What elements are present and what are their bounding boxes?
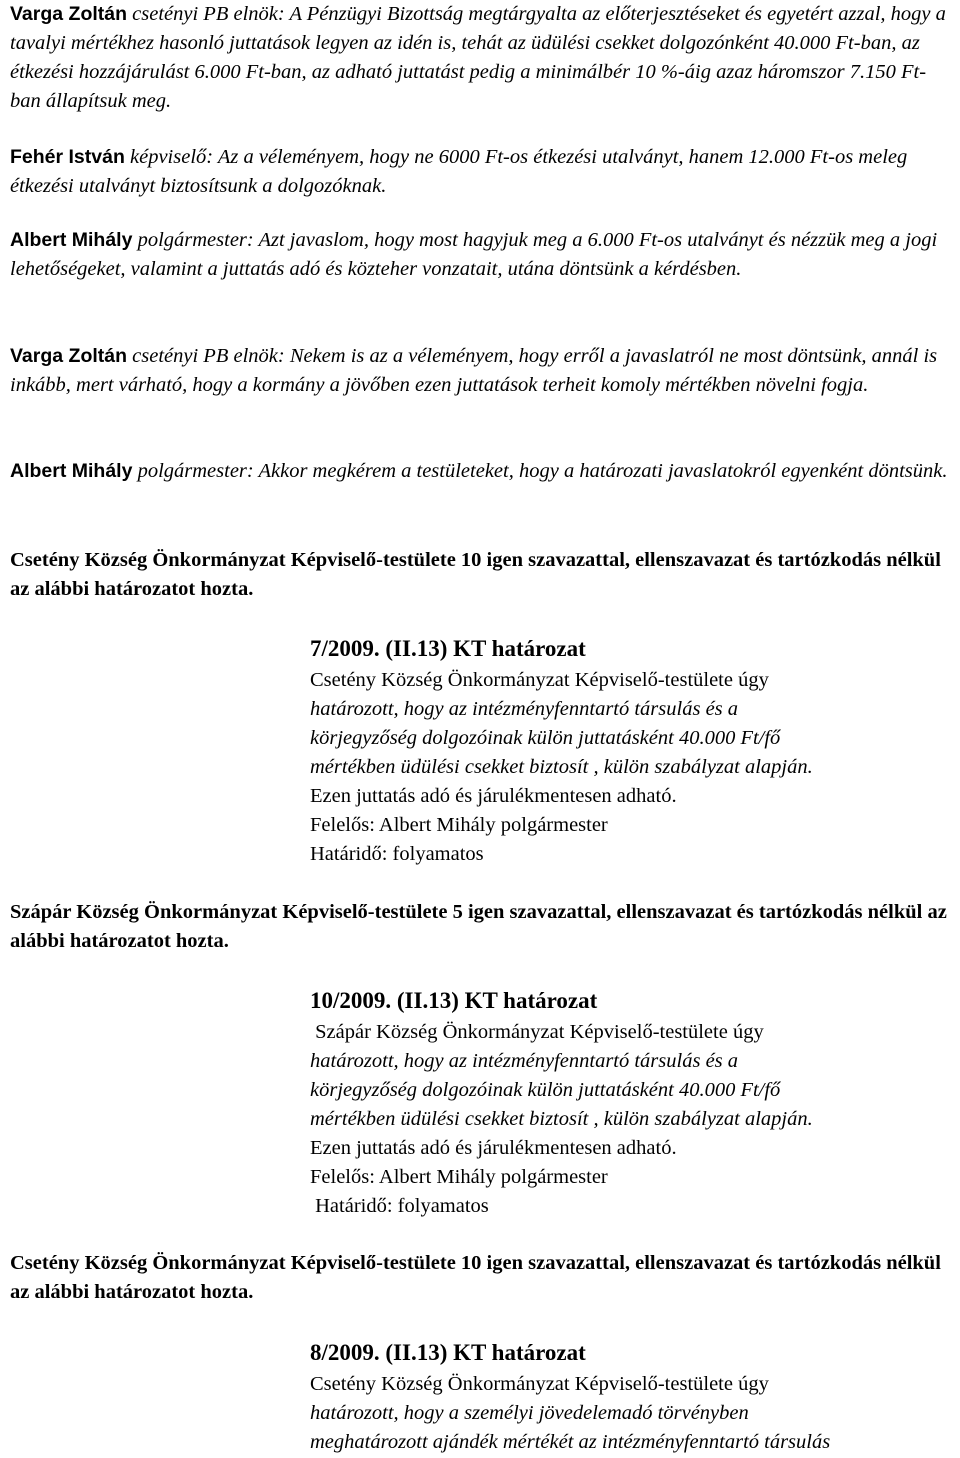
speech-text: Az a véleményem, hogy ne 6000 Ft-os étkezési utalványt, hanem 12.000 Ft-os meleg étkezési utalványt biztosítsunk a dolgozóknak. <box>10 146 908 197</box>
resolution-responsible: Felelős: Albert Mihály polgármester <box>310 1166 608 1188</box>
resolution-title: 10/2009. (II.13) KT határozat <box>310 988 598 1013</box>
resolution-line: Csetény Község Önkormányzat Képviselő-testülete úgy <box>310 1373 769 1395</box>
resolution-line: Ezen juttatás adó és járulékmentesen adható. <box>310 1137 677 1159</box>
vote-statement: Csetény Község Önkormányzat Képviselő-testülete 10 igen szavazattal, ellenszavazat és tartózkodás nélkül az alábbi határozatot hozta. <box>10 549 941 600</box>
speech-paragraph <box>10 0 952 116</box>
speech-paragraph <box>10 457 952 486</box>
speaker-role: képviselő: <box>124 146 214 168</box>
speaker-name: Varga Zoltán <box>10 3 128 25</box>
resolution-deadline: Határidő: folyamatos <box>310 1195 489 1217</box>
resolution-line: mértékben üdülési csekket biztosít , külön szabályzat alapján. <box>310 756 813 778</box>
speech-text: A Pénzügyi Bizottság megtárgyalta az előterjesztéseket és egyetért azzal, hogy a tavalyi mértékhez hasonló juttatások legyen az idén is, tehát az üdülési csekket dolgozónként 40.000 Ft-ban, az étkezési hozzájárulást 6.000 Ft-ban, az adható juttatást pedig a minimálbér 10 %-áig azaz háromszor 7.150 Ft-ban állapítsuk meg. <box>10 3 946 112</box>
resolution-line: körjegyzőség dolgozóinak külön juttatásként 40.000 Ft/fő <box>310 727 781 749</box>
resolution-line: Csetény Község Önkormányzat Képviselő-testülete úgy <box>310 669 769 691</box>
speech-paragraph <box>10 226 952 284</box>
resolution-deadline: Határidő: folyamatos <box>310 843 484 865</box>
resolution-block <box>310 632 955 869</box>
speaker-name: Varga Zoltán <box>10 345 128 367</box>
resolution-line: Szápár Község Önkormányzat Képviselő-testülete úgy <box>310 1021 764 1043</box>
speaker-role: polgármester: <box>132 229 254 251</box>
resolution-title: 7/2009. (II.13) KT határozat <box>310 636 586 661</box>
resolution-responsible: Felelős: Albert Mihály polgármester <box>310 814 608 836</box>
resolution-block <box>310 984 955 1221</box>
speech-paragraph <box>10 342 952 400</box>
resolution-block <box>310 1336 955 1457</box>
speaker-name: Albert Mihály <box>10 460 133 482</box>
vote-statement: Csetény Község Önkormányzat Képviselő-testülete 10 igen szavazattal, ellenszavazat és tartózkodás nélkül az alábbi határozatot hozta. <box>10 1252 941 1303</box>
speaker-role: csetényi PB elnök: <box>127 3 285 25</box>
speech-text: Akkor megkérem a testületeket, hogy a határozati javaslatokról egyenként döntsünk. <box>253 460 948 482</box>
speech-text: Azt javaslom, hogy most hagyjuk meg a 6.000 Ft-os utalványt és nézzük meg a jogi lehetőségeket, valamint a juttatás adó és közteher vonzatait, utána döntsünk a kérdésben. <box>10 229 938 280</box>
speaker-role: polgármester: <box>132 460 254 482</box>
speech-text: Nekem is az a véleményem, hogy erről a javaslatról ne most döntsünk, annál is inkább, mert várható, hogy a kormány a jövőben ezen juttatások terheit komoly mértékben növelni fogja. <box>10 345 938 396</box>
vote-statement: Szápár Község Önkormányzat Képviselő-testülete 5 igen szavazattal, ellenszavazat és tartózkodás nélkül az alábbi határozatot hozta. <box>10 901 947 952</box>
resolution-line: Ezen juttatás adó és járulékmentesen adható. <box>310 785 677 807</box>
speaker-name: Fehér István <box>10 146 125 168</box>
resolution-line: körjegyzőség dolgozóinak külön juttatásként 40.000 Ft/fő <box>310 1079 781 1101</box>
resolution-line: határozott, hogy az intézményfenntartó társulás és a <box>310 698 739 720</box>
resolution-line: határozott, hogy a személyi jövedelemadó törvényben <box>310 1402 749 1424</box>
resolution-line: mértékben üdülési csekket biztosít , külön szabályzat alapján. <box>310 1108 813 1130</box>
resolution-title: 8/2009. (II.13) KT határozat <box>310 1340 586 1365</box>
resolution-line: határozott, hogy az intézményfenntartó társulás és a <box>310 1050 739 1072</box>
speaker-name: Albert Mihály <box>10 229 133 251</box>
speech-paragraph <box>10 143 952 201</box>
resolution-line: meghatározott ajándék mértékét az intézményfenntartó társulás <box>310 1431 831 1453</box>
speaker-role: csetényi PB elnök: <box>127 345 285 367</box>
